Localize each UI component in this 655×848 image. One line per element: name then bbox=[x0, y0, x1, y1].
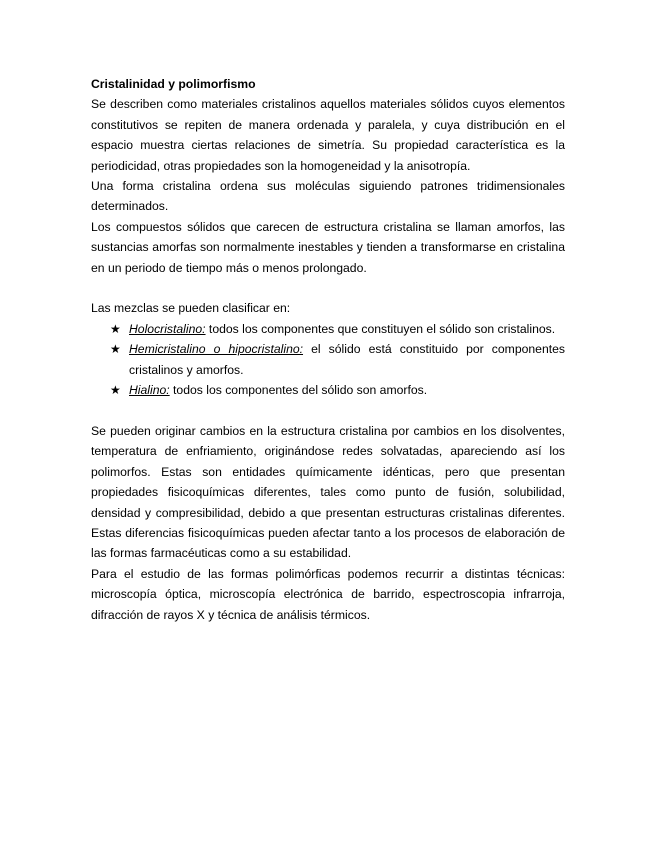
star-icon: ★ bbox=[110, 321, 121, 336]
paragraph-techniques: Para el estudio de las formas polimórficas podemos recurrir a distintas técnicas: microscopía óptica, microscopía electrónica de barrido, espectroscopia infrarroja, difracción de rayos X y técnica de análisis térmicos. bbox=[91, 566, 565, 622]
star-icon: ★ bbox=[110, 342, 121, 357]
star-icon: ★ bbox=[110, 383, 121, 398]
paragraph-amorphous: Los compuestos sólidos que carecen de estructura cristalina se llaman amorfos, las sustancias amorfas son normalmente inestables y tienden a transformarse en cristalina en un periodo de tiempo más o menos prolongado. bbox=[91, 219, 565, 275]
spacer bbox=[91, 400, 565, 420]
list-item bbox=[91, 339, 565, 380]
document-page bbox=[91, 74, 565, 625]
list-item-term: Hemicristalino o hipocristalino: bbox=[129, 342, 304, 357]
list-item-term: Hialino: bbox=[129, 383, 170, 398]
paragraph-polymorph-changes: Se pueden originar cambios en la estructura cristalina por cambios en los disolventes, temperatura de enfriamiento, originándose redes solvatadas, apareciendo así los polimorfos. Estas son entidades químicamente idénticas, pero que presentan propiedades fisicoquímicas diferentes, tales como punto de fusión, solubilidad, densidad y compresibilidad, debido a que presentan estructuras cristalinas diferentes. Estas diferencias fisicoquímicas pueden afectar tanto a los procesos de elaboración de las formas farmacéuticas como a su estabilidad. bbox=[91, 423, 565, 561]
list-item bbox=[91, 380, 565, 400]
paragraph-crystalline-form: Una forma cristalina ordena sus moléculas siguiendo patrones tridimensionales determinados. bbox=[91, 179, 565, 214]
list-intro: Las mezclas se pueden clasificar en: bbox=[91, 301, 291, 316]
list-item bbox=[91, 319, 565, 339]
classification-list bbox=[91, 319, 565, 401]
section-title: Cristalinidad y polimorfismo bbox=[91, 77, 256, 91]
list-item-text: todos los componentes que constituyen el sólido son cristalinos. bbox=[205, 321, 556, 336]
list-item-text: todos los componentes del sólido son amorfos. bbox=[169, 383, 428, 398]
list-item-text: el sólido está constituido por componentes cristalinos y amorfos. bbox=[129, 342, 565, 377]
spacer bbox=[91, 278, 565, 298]
list-item-term: Holocristalino: bbox=[129, 321, 206, 336]
paragraph-definition: Se describen como materiales cristalinos aquellos materiales sólidos cuyos elementos constitutivos se repiten de manera ordenada y paralela, y cuya distribución en el espacio muestra ciertas relaciones de simetría. Su propiedad característica es la periodicidad, otras propiedades son la homogeneidad y la anisotropía. bbox=[91, 97, 565, 173]
